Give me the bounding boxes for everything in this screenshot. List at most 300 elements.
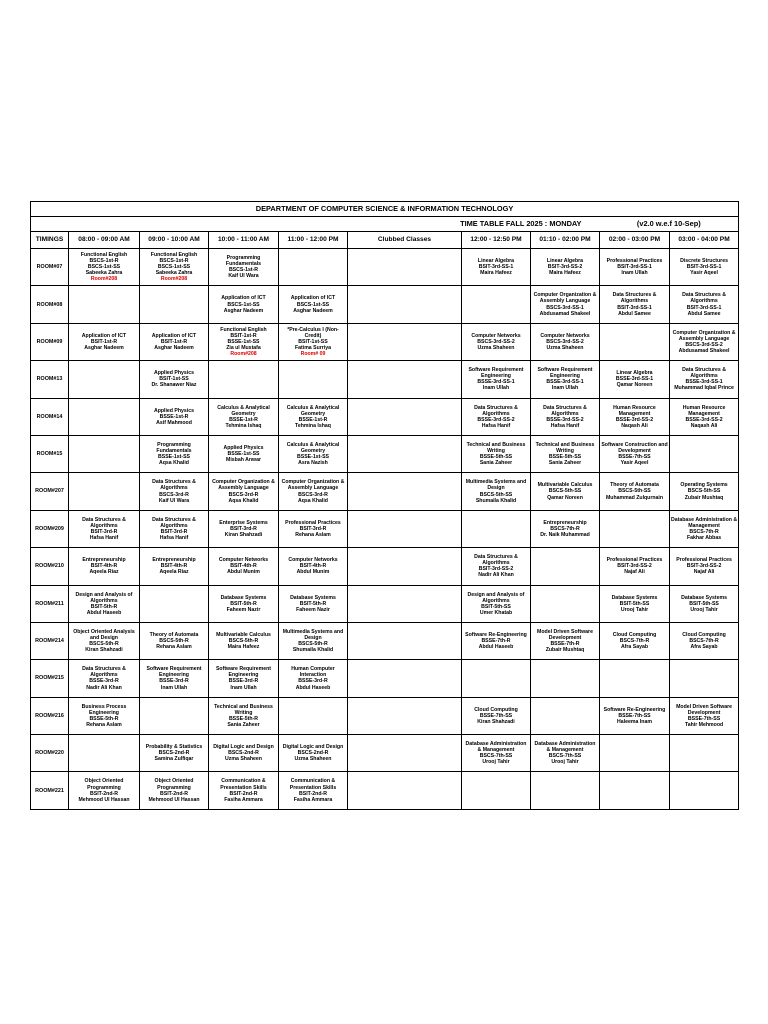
teacher-name: Zubair Mushtaq	[545, 647, 585, 654]
section-name: BSIT-3rd-SS-2	[617, 563, 652, 570]
section-name: BSSE-3rd-SS-1	[477, 379, 515, 386]
class-cell	[69, 585, 140, 622]
time-slot-header: 01:10 - 02:00 PM	[531, 232, 600, 249]
teacher-name: Abdul Munim	[227, 569, 260, 576]
room-note: Room#208	[160, 276, 188, 283]
course-name: Computer Organization & Assembly Language	[212, 479, 275, 492]
teacher-name: Shumaila Khalid	[292, 647, 334, 654]
section-name: BSCS-3rd-SS-2	[546, 338, 584, 345]
teacher-name: Kiran Shahzadi	[85, 647, 123, 654]
section-name: BSSE-7th-R	[550, 641, 580, 648]
course-name: Programming Fundamentals	[156, 441, 192, 455]
teacher-name: Abdul Haseeb	[295, 684, 331, 691]
section-name: BSIT-1st-SS	[298, 338, 328, 345]
section-name: BSIT-3rd-R	[299, 525, 327, 532]
class-cell	[600, 735, 670, 772]
course-name: Entrepreneurship	[82, 557, 126, 564]
section-name: BSIT-3rd-SS-1	[617, 264, 652, 271]
room-row	[31, 660, 739, 697]
class-cell	[531, 473, 600, 510]
class-cell	[531, 510, 600, 547]
department-title: DEPARTMENT OF COMPUTER SCIENCE & INFORMATION TECHNOLOGY	[31, 202, 739, 217]
class-cell	[531, 548, 600, 585]
class-cell	[600, 585, 670, 622]
course-name: Functional English	[80, 251, 128, 258]
teacher-name: Sania Zaheer	[479, 460, 513, 467]
course-name: Communication & Presentation Skills	[220, 778, 267, 791]
course-name: Application of ICT	[81, 332, 127, 339]
section-name: BSSE-3rd-SS-2	[546, 416, 584, 423]
teacher-name: Asghar Nadeem	[154, 345, 194, 352]
class-cell	[531, 361, 600, 398]
teacher-name: Afra Sayab	[620, 644, 649, 651]
teacher-name: Urooj Tahir	[551, 759, 579, 766]
room-label: ROOM#13	[31, 361, 69, 398]
class-cell	[531, 323, 600, 360]
section-name: BSIT-5th-SS	[481, 603, 511, 610]
course-name: Design and Analysis of Algorithms	[75, 591, 133, 604]
teacher-name: Zia ul Mustafa	[226, 345, 261, 352]
time-slot-header: 10:00 - 11:00 AM	[209, 232, 279, 249]
section-name: BSIT-3rd-R	[90, 528, 118, 535]
course-name: Computer Organization & Assembly Language	[672, 329, 736, 342]
class-cell	[209, 622, 279, 659]
class-cell	[279, 510, 348, 547]
section-name: BSCS-5th-SS	[548, 488, 582, 495]
room-label: ROOM#211	[31, 585, 69, 622]
class-cell	[209, 510, 279, 547]
section-name: BSSE-3rd-R	[159, 678, 189, 685]
section-name: BSCS-7th-R	[619, 638, 650, 645]
section-name: BSIT-3rd-SS-2	[686, 563, 722, 570]
class-cell	[209, 473, 279, 510]
course-name: Functional English	[150, 251, 198, 258]
course-name: Technical and Business Writing	[466, 441, 526, 455]
clubbed-class-cell	[348, 323, 462, 360]
section-name: BSIT-3rd-SS-2	[547, 264, 583, 271]
class-cell	[670, 585, 739, 622]
clubbed-class-cell	[348, 548, 462, 585]
class-cell	[279, 622, 348, 659]
teacher-name: Aqeela Riaz	[89, 569, 119, 576]
section-name: BSIT-3rd-SS-1	[617, 304, 652, 311]
teacher-name: Hafsa Hanif	[159, 535, 189, 542]
class-cell	[462, 622, 531, 659]
teacher-name: Naqash Ali	[690, 422, 718, 429]
class-cell	[462, 361, 531, 398]
clubbed-class-cell	[348, 361, 462, 398]
section-name: BSIT-2nd-R	[299, 790, 327, 797]
teacher-name: Nadir Ali Khan	[478, 572, 514, 579]
section-name: BSIT-3rd-R	[230, 525, 257, 532]
course-name: Computer Networks	[471, 332, 521, 339]
class-cell	[531, 772, 600, 809]
section-name: BSIT-3rd-SS-1	[478, 264, 514, 271]
course-name: Multimedia Systems and Design	[465, 479, 527, 492]
section-name: BSIT-3rd-R	[160, 528, 188, 535]
class-cell	[600, 473, 670, 510]
section-name: BSSE-5th-R	[89, 715, 119, 722]
class-cell	[600, 772, 670, 809]
clubbed-class-cell	[348, 398, 462, 435]
room-label: ROOM#215	[31, 660, 69, 697]
teacher-name: Inam Ullah	[551, 385, 579, 392]
class-cell	[600, 660, 670, 697]
course-name: Database Administration & Management	[534, 741, 596, 754]
clubbed-class-cell	[348, 435, 462, 472]
teacher-name: Yasir Aqeel	[690, 270, 718, 277]
teacher-name: Asra Nazish	[298, 460, 328, 467]
section-name: BSCS-5th-SS	[479, 491, 513, 498]
class-cell	[279, 323, 348, 360]
teacher-name: Rehana Aslam	[86, 721, 122, 728]
teacher-name: Zubair Mushtaq	[684, 494, 724, 501]
course-name: Model Driven Software Development	[537, 628, 593, 641]
teacher-name: Aqsa Khalid	[228, 497, 259, 504]
clubbed-class-cell	[348, 585, 462, 622]
section-name: BSCS-5th-R	[298, 641, 328, 648]
course-name: Calculus & Analytical Geometry	[286, 441, 340, 455]
teacher-name: Sabeeka Zahra	[85, 270, 123, 277]
timetable-subtitle: TIME TABLE FALL 2025 : MONDAY	[140, 217, 600, 232]
class-cell	[69, 510, 140, 547]
teacher-name: Abdul Haseeb	[478, 644, 514, 651]
section-name: BSSE-5th-SS	[548, 454, 582, 461]
class-cell	[670, 323, 739, 360]
section-name: BSCS-3rd-R	[228, 491, 259, 498]
teacher-name: Hafsa Hanif	[481, 422, 511, 429]
course-name: Application of ICT	[151, 332, 197, 339]
room-note: Room# 09	[300, 351, 326, 358]
class-cell	[531, 622, 600, 659]
teacher-name: Inam Ullah	[230, 684, 257, 691]
course-name: Model Driven Software Development	[676, 703, 733, 716]
class-cell	[670, 286, 739, 323]
course-name: Applied Physics	[223, 445, 264, 451]
room-note: Room#208	[230, 351, 257, 358]
room-row	[31, 772, 739, 809]
class-cell	[140, 249, 209, 286]
clubbed-class-cell	[348, 735, 462, 772]
section-name: BSIT-4th-R	[90, 563, 118, 570]
class-cell	[670, 548, 739, 585]
class-cell	[531, 735, 600, 772]
section-name: BSCS-5th-SS	[687, 488, 721, 495]
course-name: Linear Algebra	[616, 370, 653, 377]
class-cell	[209, 249, 279, 286]
time-slot-header: Clubbed Classes	[348, 232, 462, 249]
teacher-name: Asghar Nadeem	[223, 307, 264, 314]
course-name: Linear Algebra	[546, 258, 584, 265]
class-cell	[140, 435, 209, 472]
teacher-name: Nadir Ali Khan	[86, 684, 122, 691]
teacher-name: Afra Sayab	[690, 644, 718, 651]
class-cell	[462, 585, 531, 622]
course-name: Professional Practices	[285, 519, 341, 526]
room-label: ROOM#214	[31, 622, 69, 659]
teacher-name: Tehmina Ishaq	[225, 422, 262, 429]
teacher-name: Abdusamad Shakeel	[678, 348, 730, 355]
class-cell	[69, 697, 140, 734]
class-cell	[462, 548, 531, 585]
teacher-name: Kaif Ul Wara	[228, 273, 259, 280]
course-name: Object Oriented Analysis and Design	[73, 628, 135, 641]
section-name: BSCS-5th-R	[228, 638, 259, 645]
class-cell	[462, 660, 531, 697]
section-name: BSCS-5th-R	[89, 641, 119, 648]
class-cell	[209, 772, 279, 809]
section-name: BSIT-5th-R	[230, 600, 257, 607]
class-cell	[69, 361, 140, 398]
teacher-name: Rehana Aslam	[156, 644, 192, 651]
class-cell	[670, 510, 739, 547]
room-row	[31, 398, 739, 435]
teacher-name: Urooj Tahir	[690, 606, 718, 613]
time-slot-header: 11:00 - 12:00 PM	[279, 232, 348, 249]
course-name: Business Process Engineering	[81, 703, 127, 716]
class-cell	[209, 585, 279, 622]
teacher-name: Fatima Surriya	[294, 345, 332, 352]
section-name: BSCS-1st-SS	[87, 264, 121, 271]
course-name: Data Structures & Algorithms	[543, 404, 587, 417]
section-name: BSIT-3rd-SS-1	[686, 264, 722, 271]
teacher-name: Najaf Ali	[624, 569, 645, 576]
class-cell	[600, 398, 670, 435]
room-row	[31, 510, 739, 547]
teacher-name: Asif Mahmood	[156, 419, 192, 426]
class-cell	[670, 398, 739, 435]
section-name: BSSE-3rd-SS-1	[615, 376, 654, 383]
class-cell	[69, 286, 140, 323]
time-slot-header: 12:00 - 12:50 PM	[462, 232, 531, 249]
time-slot-header: 09:00 - 10:00 AM	[140, 232, 209, 249]
teacher-name: Inam Ullah	[160, 684, 188, 691]
class-cell	[69, 660, 140, 697]
course-name: Software Re-Engineering	[603, 706, 666, 713]
class-cell	[209, 697, 279, 734]
room-row	[31, 622, 739, 659]
course-name: Object Oriented Programming	[154, 778, 194, 791]
teacher-name: Muhammad Iqbal Prince	[674, 385, 734, 392]
teacher-name: Naqash Ali	[621, 422, 648, 429]
teacher-name: Faheem Nazir	[226, 606, 261, 613]
section-name: BSSE-3rd-R	[298, 678, 328, 685]
class-cell	[279, 548, 348, 585]
course-name: Database Systems	[611, 594, 658, 601]
room-label: ROOM#220	[31, 735, 69, 772]
course-name: Functional English	[220, 326, 267, 333]
section-name: BSSE-3rd-SS-2	[685, 416, 723, 423]
class-cell	[531, 660, 600, 697]
teacher-name: Aqsa Khalid	[159, 460, 189, 467]
room-label: ROOM#14	[31, 398, 69, 435]
teacher-name: Dr. Shanawer Niaz	[151, 382, 197, 389]
section-name: BSIT-2nd-R	[229, 790, 258, 797]
class-cell	[531, 435, 600, 472]
clubbed-class-cell	[348, 286, 462, 323]
class-cell	[279, 735, 348, 772]
class-cell	[140, 398, 209, 435]
teacher-name: Inam Ullah	[621, 270, 648, 277]
teacher-name: Fasiha Ammara	[224, 796, 263, 803]
section-name: BSSE-3rd-SS-1	[546, 379, 584, 386]
course-name: *Pre-Calculus I (Non-Credit)	[287, 326, 339, 339]
class-cell	[140, 660, 209, 697]
section-name: BSSE-7th-SS	[687, 715, 721, 722]
class-cell	[670, 697, 739, 734]
course-name: Entrepreneurship	[543, 519, 587, 526]
class-cell	[462, 697, 531, 734]
class-cell	[531, 249, 600, 286]
blank-cell	[31, 217, 140, 232]
section-name: BSSE-5th-SS	[479, 454, 513, 461]
class-cell	[600, 548, 670, 585]
class-cell	[600, 249, 670, 286]
section-name: BSSE-1st-R	[298, 416, 328, 423]
class-cell	[600, 510, 670, 547]
teacher-name: Maira Hafeez	[480, 270, 512, 277]
class-cell	[462, 249, 531, 286]
teacher-name: Urooj Tahir	[482, 759, 510, 766]
course-name: Data Structures & Algorithms	[474, 554, 518, 567]
section-name: BSSE-7th-SS	[618, 712, 651, 719]
course-name: Data Structures & Algorithms	[474, 404, 518, 417]
section-name: BSSE-3rd-SS-2	[477, 416, 515, 423]
clubbed-class-cell	[348, 473, 462, 510]
section-name: BSSE-7th-R	[481, 638, 511, 645]
section-name: BSCS-3rd-SS-2	[477, 338, 515, 345]
class-cell	[600, 286, 670, 323]
section-name: BSIT-3rd-SS-2	[478, 566, 514, 573]
course-name: Computer Networks	[288, 557, 338, 564]
section-name: BSSE-1st-SS	[297, 454, 329, 461]
course-name: Data Structures & Algorithms	[612, 292, 657, 305]
course-name: Computer Networks	[540, 332, 590, 339]
room-row	[31, 435, 739, 472]
class-cell	[600, 622, 670, 659]
room-row	[31, 323, 739, 360]
class-cell	[209, 735, 279, 772]
section-name: BSCS-7th-R	[550, 525, 580, 532]
course-name: Database Systems	[290, 594, 336, 601]
course-name: Technical and Business Writing	[535, 441, 595, 455]
course-name: Software Re-Engineering	[465, 631, 527, 638]
class-cell	[209, 323, 279, 360]
clubbed-class-cell	[348, 660, 462, 697]
section-name: BSCS-2nd-R	[228, 750, 259, 757]
course-name: Human Resource Management	[682, 404, 726, 417]
class-cell	[140, 286, 209, 323]
course-name: Object Oriented Programming	[84, 778, 124, 791]
class-cell	[279, 398, 348, 435]
teacher-name: Shumaila Khalid	[475, 497, 517, 504]
teacher-name: Abdul Haseeb	[86, 609, 122, 616]
teacher-name: Muhammad Zulqurnain	[605, 494, 664, 501]
class-cell	[600, 697, 670, 734]
room-row	[31, 286, 739, 323]
clubbed-class-cell	[348, 697, 462, 734]
course-name: Applied Physics	[153, 370, 195, 377]
section-name: BSSE-7th-SS	[479, 712, 513, 719]
teacher-name: Aqeela Riaz	[159, 569, 189, 576]
class-cell	[462, 510, 531, 547]
course-name: Software Requirement Engineering	[146, 666, 202, 679]
class-cell	[69, 398, 140, 435]
course-name: Digital Logic and Design	[282, 744, 344, 751]
section-name: BSIT-5th-SS	[689, 600, 719, 607]
teacher-name: Qamar Noreen	[547, 494, 583, 501]
teacher-name: Misbah Anwar	[226, 457, 261, 464]
class-cell	[69, 735, 140, 772]
section-name: BSSE-3rd-R	[228, 678, 259, 685]
time-slot-header: 03:00 - 04:00 PM	[670, 232, 739, 249]
room-label: ROOM#07	[31, 249, 69, 286]
section-name: BSIT-2nd-R	[90, 790, 118, 797]
class-cell	[670, 435, 739, 472]
class-cell	[279, 473, 348, 510]
section-name: BSSE-1st-SS	[227, 451, 260, 458]
course-name: Human Resource Management	[613, 404, 656, 417]
teacher-name: Uzma Shaheen	[477, 345, 515, 352]
course-name: Entrepreneurship	[152, 557, 196, 564]
teacher-name: Umer Khatab	[479, 609, 513, 616]
course-name: Multimedia Systems and Design	[282, 628, 344, 641]
teacher-name: Abdusamad Shakeel	[539, 310, 591, 317]
section-name: BSCS-7th-R	[689, 528, 719, 535]
class-cell	[670, 772, 739, 809]
section-name: BSIT-4th-R	[160, 563, 188, 570]
teacher-name: Kiran Shahzadi	[224, 531, 263, 538]
section-name: BSIT-1st-R	[90, 338, 118, 345]
class-cell	[69, 435, 140, 472]
teacher-name: Hafsa Hanif	[89, 535, 119, 542]
section-name: BSCS-2nd-R	[158, 750, 190, 757]
course-name: Data Structures & Algorithms	[682, 367, 726, 380]
teacher-name: Uzma Shaheen	[225, 756, 262, 763]
section-name: BSIT-4th-R	[299, 563, 327, 570]
class-cell	[670, 249, 739, 286]
class-cell	[209, 660, 279, 697]
class-cell	[600, 435, 670, 472]
section-name: BSSE-5th-R	[228, 715, 259, 722]
room-row	[31, 585, 739, 622]
room-label: ROOM#210	[31, 548, 69, 585]
class-cell	[69, 548, 140, 585]
course-name: Technical and Business Writing	[214, 703, 273, 716]
teacher-name: Hafsa Hanif	[550, 422, 580, 429]
teacher-name: Rehana Aslam	[295, 531, 331, 538]
course-name: Human Computer Interaction	[291, 666, 335, 679]
course-name: Operating Systems	[680, 482, 728, 489]
teacher-name: Faheem Nazir	[296, 606, 330, 613]
section-name: BSCS-3rd-R	[159, 491, 189, 498]
course-name: Database Administration & Management	[465, 741, 527, 754]
section-name: BSCS-3rd-R	[298, 491, 328, 498]
timings-header-row	[31, 232, 739, 249]
course-name: Design and Analysis of Algorithms	[467, 591, 525, 604]
course-name: Software Requirement Engineering	[468, 367, 524, 380]
class-cell	[209, 435, 279, 472]
section-name: BSCS-5th-R	[159, 638, 189, 645]
class-cell	[69, 473, 140, 510]
class-cell	[462, 435, 531, 472]
section-name: BSIT-1st-R	[160, 338, 188, 345]
course-name: Calculus & Analytical Geometry	[286, 404, 340, 417]
section-name: BSCS-3rd-SS-2	[685, 341, 723, 348]
section-name: BSCS-7th-R	[689, 638, 719, 645]
section-name: BSCS-7th-SS	[479, 753, 513, 760]
class-cell	[140, 510, 209, 547]
